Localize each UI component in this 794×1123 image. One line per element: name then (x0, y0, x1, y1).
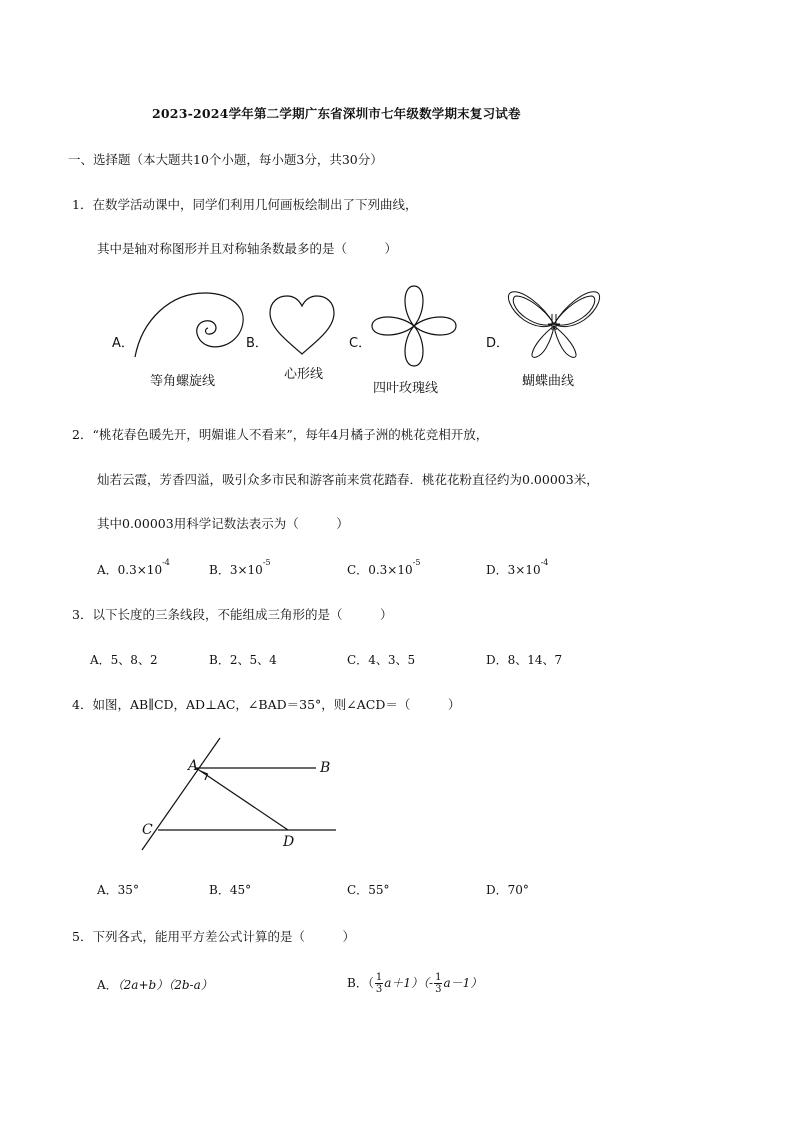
q2-option-d[interactable] (486, 558, 549, 578)
four-leaf-rose-icon (368, 282, 460, 370)
q2-option-c-exp: -5 (412, 558, 421, 567)
q2-option-b-exp: -5 (262, 558, 271, 567)
q4-option-d-label: D． (486, 883, 508, 897)
q1-option-b-label[interactable]: B． (246, 336, 268, 351)
q3-option-c[interactable] (347, 651, 415, 668)
question-1-line-1: 1．在数学活动课中，同学们利用几何画板绘制出了下列曲线， (72, 197, 418, 212)
question-1-line-2: 其中是轴对称图形并且对称轴条数最多的是（ ） (97, 241, 398, 256)
q2-option-b-label: B． (209, 563, 230, 577)
q2-option-c[interactable] (347, 558, 421, 578)
q4-option-d-text: 70° (507, 883, 529, 897)
q4-option-c-text: 55° (368, 883, 390, 897)
line-through-a-c (142, 738, 220, 850)
q3-option-c-label: C． (347, 653, 369, 667)
q4-option-b-text: 45° (229, 883, 252, 897)
q5-option-a[interactable] (97, 976, 213, 993)
q2-option-c-base: 0.3×10 (368, 563, 413, 577)
q2-option-a[interactable] (97, 558, 170, 578)
q3-option-b-text: 2、5、4 (229, 653, 277, 667)
q4-option-a[interactable] (97, 881, 139, 898)
butterfly-icon (504, 286, 604, 362)
point-c-label: C (142, 822, 153, 838)
q2-option-d-base: 3×10 (507, 563, 541, 577)
point-d-label: D (283, 834, 295, 850)
q2-option-d-exp: -4 (540, 558, 549, 567)
question-2-line-1: 2．“桃花春色暖先开，明媚谁人不看来”，每年4月橘子洲的桃花竞相开放， (72, 427, 489, 442)
q3-option-a[interactable] (90, 651, 158, 668)
heart-icon (266, 294, 338, 358)
q3-option-a-text: 5、8、2 (110, 653, 158, 667)
question-2-line-3: 其中0.00003用科学记数法表示为（ ） (97, 516, 349, 531)
question-2-line-2: 灿若云霞，芳香四溢，吸引众多市民和游客前来赏花踏春．桃花花粉直径约为0.00003米， (97, 472, 599, 487)
q5-option-a-text: （2a+b）（2b-a） (117, 978, 213, 992)
q4-option-a-label: A． (97, 883, 118, 897)
q2-option-c-label: C． (347, 563, 369, 577)
q3-option-b[interactable] (209, 651, 277, 668)
q4-option-b-label: B． (209, 883, 230, 897)
q4-option-a-text: 35° (117, 883, 139, 897)
geometry-figure (136, 732, 346, 854)
q3-option-d-label: D． (486, 653, 508, 667)
q3-option-d-text: 8、14、7 (507, 653, 563, 667)
question-5-line-1: 5．下列各式，能用平方差公式计算的是（ ） (72, 929, 355, 944)
q2-option-b-base: 3×10 (229, 563, 263, 577)
q2-option-b[interactable] (209, 558, 271, 578)
q5-option-b-mid-2: a－1） (443, 976, 483, 990)
fraction-one-third-2 (434, 972, 442, 995)
q5-option-b-label: B． (347, 976, 368, 990)
q2-option-a-label: A． (97, 563, 118, 577)
q3-option-c-text: 4、3、5 (368, 653, 416, 667)
fraction-one-third-1 (375, 972, 383, 995)
q1-option-d-label[interactable]: D． (486, 336, 510, 351)
q2-option-d-label: D． (486, 563, 508, 577)
q3-option-d[interactable] (486, 651, 562, 668)
spiral-icon (130, 285, 250, 360)
q4-option-d[interactable] (486, 881, 529, 898)
page-title: 2023-2024学年第二学期广东省深圳市七年级数学期末复习试卷 (152, 106, 521, 121)
q5-option-b[interactable] (347, 966, 482, 1000)
fraction-2-denominator: 3 (435, 984, 442, 995)
q2-option-a-base: 0.3×10 (117, 563, 163, 577)
fraction-1-numerator: 1 (375, 972, 383, 983)
q1-option-c-label[interactable]: C． (349, 336, 372, 351)
q5-option-b-mid-1: a＋1）（- (384, 976, 434, 990)
q1-option-d-caption: 蝴蝶曲线 (522, 374, 575, 389)
q4-option-c[interactable] (347, 881, 389, 898)
q1-option-c-caption: 四叶玫瑰线 (373, 381, 439, 396)
question-3-line-1: 3．以下长度的三条线段，不能组成三角形的是（ ） (72, 607, 393, 622)
question-4-line-1: 4．如图，AB∥CD，AD⊥AC，∠BAD＝35°，则∠ACD＝（ ） (72, 697, 461, 712)
q3-option-a-label: A． (90, 653, 111, 667)
segment-ad (196, 768, 288, 830)
q5-option-b-open: （ (367, 976, 374, 990)
q5-option-a-label: A． (97, 978, 118, 992)
q4-option-b[interactable] (209, 881, 251, 898)
q2-option-a-exp: -4 (162, 558, 170, 567)
q1-option-a-caption: 等角螺旋线 (150, 374, 216, 389)
q3-option-b-label: B． (209, 653, 230, 667)
q1-option-a-label[interactable]: A． (112, 336, 134, 351)
point-a-label: A (188, 758, 199, 774)
fraction-1-denominator: 3 (375, 984, 383, 995)
point-b-label: B (320, 760, 331, 776)
fraction-2-numerator: 1 (435, 972, 442, 983)
section-heading: 一、选择题（本大题共10个小题，每小题3分，共30分） (68, 152, 383, 167)
q4-option-c-label: C． (347, 883, 369, 897)
q1-option-b-caption: 心形线 (284, 367, 324, 382)
